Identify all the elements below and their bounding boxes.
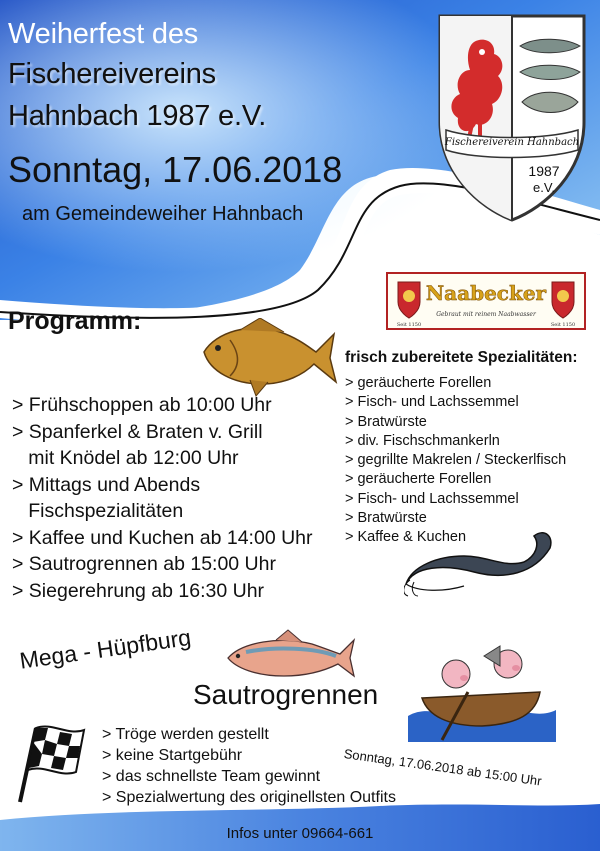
specialty-item: > Fisch- und Lachssemmel	[345, 394, 519, 411]
footer-info: Infos unter 09664-661	[226, 825, 374, 842]
sponsor-caption-right: Seit 1150	[550, 322, 576, 328]
specialty-item: > Bratwürste	[345, 510, 427, 527]
title-line-3: Hahnbach 1987 e.V.	[8, 100, 267, 132]
specialty-item: > geräucherte Forellen	[345, 375, 492, 391]
sautrogrennen-heading: Sautrogrennen	[193, 679, 379, 710]
sponsor-brand: Naabecker	[425, 281, 547, 305]
pigs-in-boat-icon	[408, 632, 556, 742]
title-line-1: Weiherfest des	[8, 18, 199, 50]
event-date: Sonntag, 17.06.2018	[8, 149, 343, 190]
event-venue: am Gemeindeweiher Hahnbach	[22, 203, 304, 225]
race-item: > das schnellste Team gewinnt	[102, 768, 321, 785]
specialties-list	[345, 374, 566, 548]
program-item: > Kaffee und Kuchen ab 14:00 Uhr	[12, 526, 313, 549]
program-heading: Programm:	[8, 307, 142, 335]
carp-fish-icon	[200, 318, 338, 398]
race-item: > Tröge werden gestellt	[102, 726, 269, 743]
title-line-2: Fischereivereins	[8, 58, 216, 90]
program-item: > Spanferkel & Braten v. Grill	[12, 420, 263, 443]
race-list	[102, 724, 396, 808]
checkered-flag-icon	[12, 722, 90, 806]
catfish-icon	[404, 526, 562, 598]
club-logo-shield	[436, 12, 588, 224]
salmon-fish-icon	[226, 628, 356, 684]
specialty-item: > Kaffee & Kuchen	[345, 529, 467, 546]
program-list	[12, 392, 313, 604]
program-item: > Mittags und Abends	[12, 473, 201, 496]
race-date-note: Sonntag, 17.06.2018 ab 15:00 Uhr	[342, 746, 543, 789]
sponsor-caption-left: Seit 1150	[396, 322, 422, 328]
fish-group-icon	[520, 39, 580, 112]
logo-suffix: e.V.	[533, 180, 555, 195]
program-item: mit Knödel ab 12:00 Uhr	[12, 447, 239, 469]
logo-year: 1987	[528, 163, 560, 179]
huepfburg-label: Mega - Hüpfburg	[18, 623, 193, 674]
sponsor-tagline: Gebraut mit reinem Naabwasser	[436, 311, 536, 318]
specialty-item: > div. Fischschmankerln	[345, 432, 500, 449]
specialty-item: > Bratwürste	[345, 413, 427, 430]
program-item: > Frühschoppen ab 10:00 Uhr	[12, 394, 272, 416]
race-item: > Spezialwertung des originellsten Outfits	[102, 789, 396, 806]
program-item: > Sautrogrennen ab 15:00 Uhr	[12, 553, 276, 575]
program-item: Fischspezialitäten	[12, 500, 184, 522]
specialties-heading: frisch zubereitete Spezialitäten:	[345, 349, 578, 366]
logo-banner-text: Fischereiverein Hahnbach	[444, 137, 580, 148]
race-item: > keine Startgebühr	[102, 747, 243, 764]
specialty-item: > Fisch- und Lachssemmel	[345, 490, 519, 507]
sponsor-logo	[386, 272, 586, 330]
specialty-item: > geräucherte Forellen	[345, 471, 492, 488]
program-item: > Siegerehrung ab 16:30 Uhr	[12, 579, 265, 602]
specialty-item: > gegrillte Makrelen / Steckerlfisch	[345, 452, 567, 469]
